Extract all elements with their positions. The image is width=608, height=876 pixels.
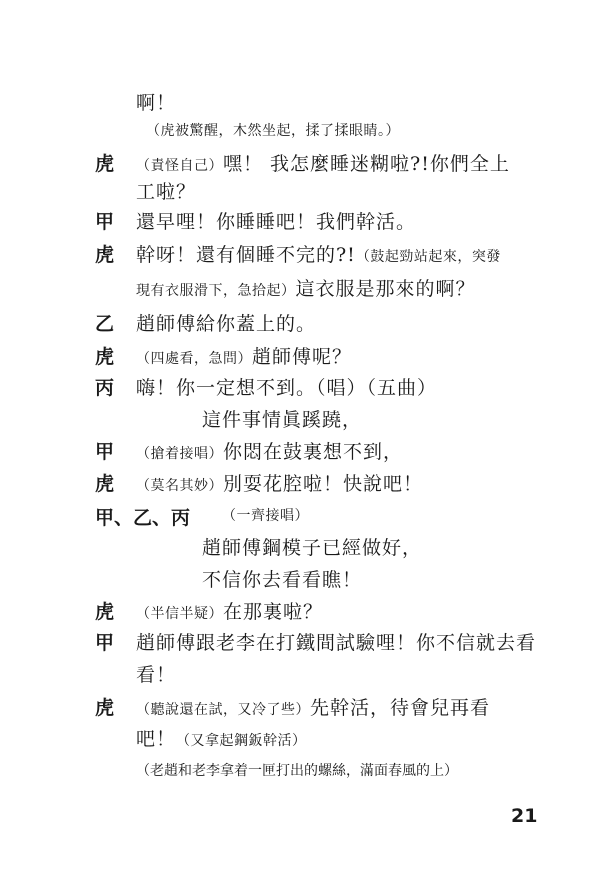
speaker-label: 虎 bbox=[95, 473, 115, 495]
speaker-label: 虎 bbox=[95, 601, 115, 623]
stage-direction: （又拿起鋼鈑幹活） bbox=[176, 733, 307, 749]
script-line bbox=[136, 628, 536, 655]
script-line bbox=[136, 240, 501, 267]
script-line bbox=[136, 309, 316, 336]
lyric-line bbox=[202, 533, 422, 560]
script-line bbox=[136, 660, 176, 687]
stage-direction: （虎被驚醒，木然坐起，揉了揉眼睛。） bbox=[146, 123, 400, 139]
speaker-label: 虎 bbox=[95, 153, 115, 175]
speaker-label: 甲 bbox=[95, 441, 115, 463]
lyric-text: 趙師傅鋼模子已經做好， bbox=[202, 537, 423, 559]
speaker-label: 虎 bbox=[95, 697, 115, 719]
dialogue-text: 別耍花腔啦！快說吧！ bbox=[223, 473, 424, 495]
script-line bbox=[136, 207, 416, 234]
lyric-line bbox=[202, 565, 362, 592]
stage-direction: 現有衣服滑下，急拾起） bbox=[136, 283, 296, 299]
dialogue-text: 幹呀！還有個睡不完的?! bbox=[136, 244, 356, 266]
script-line bbox=[136, 693, 490, 720]
speaker-label: 乙 bbox=[95, 313, 115, 335]
stage-direction: （老趙和老李拿着一匣打出的螺絲，滿面春風的上） bbox=[136, 763, 458, 779]
lyric-text: 不信你去看看瞧！ bbox=[202, 569, 363, 591]
speaker-label: 虎 bbox=[95, 346, 115, 368]
dialogue-text: 趙師傅呢？ bbox=[252, 346, 353, 368]
stage-direction: （四處看，急問） bbox=[136, 351, 252, 367]
speaker-label: 丙 bbox=[95, 377, 115, 399]
dialogue-text: 先幹活，待會兒再看 bbox=[310, 697, 491, 719]
dialogue-text: 這衣服是那來的啊？ bbox=[295, 278, 476, 300]
speaker-label: 甲、乙、丙 bbox=[95, 507, 191, 529]
stage-direction-line bbox=[146, 120, 400, 140]
script-line bbox=[136, 342, 352, 369]
stage-direction: （一齊接唱） bbox=[222, 508, 309, 524]
stage-direction: （鼓起勁站起來，突發 bbox=[355, 249, 501, 265]
script-line bbox=[136, 469, 423, 496]
stage-direction-line bbox=[136, 760, 458, 780]
dialogue-text: 啊！ bbox=[136, 92, 177, 114]
stage-direction: （聽說還在試，又冷了些） bbox=[136, 702, 310, 718]
lyric-text: 這件事情眞蹊蹺， bbox=[202, 409, 363, 431]
stage-direction-line bbox=[222, 505, 309, 525]
script-line bbox=[136, 373, 437, 400]
lyric-line bbox=[202, 405, 362, 432]
stage-direction: （半信半疑） bbox=[136, 606, 223, 622]
dialogue-text: 嘿！ 我怎麼睡迷糊啦?!你們全上 bbox=[223, 153, 510, 175]
page-number: 21 bbox=[511, 805, 538, 827]
dialogue-text: 趙師傅給你蓋上的。 bbox=[136, 313, 317, 335]
speaker-label: 甲 bbox=[95, 632, 115, 654]
script-line bbox=[136, 437, 403, 464]
stage-direction: （責怪自己） bbox=[136, 158, 223, 174]
dialogue-text: 在那裏啦？ bbox=[223, 601, 324, 623]
script-line bbox=[136, 724, 307, 751]
dialogue-text: 你悶在鼓裏想不到， bbox=[223, 441, 404, 463]
dialogue-text: 吧！ bbox=[136, 728, 177, 750]
speaker-label: 甲 bbox=[95, 211, 115, 233]
script-line bbox=[136, 274, 476, 301]
speaker-label: 虎 bbox=[95, 244, 115, 266]
script-line bbox=[136, 597, 323, 624]
stage-direction: （莫名其妙） bbox=[136, 478, 223, 494]
script-line bbox=[136, 88, 176, 115]
script-line bbox=[136, 149, 510, 176]
dialogue-text: 嗨！你一定想不到。（唱）（五曲） bbox=[136, 377, 438, 399]
script-line bbox=[136, 177, 196, 204]
dialogue-text: 工啦？ bbox=[136, 181, 197, 203]
stage-direction: （搶着接唱） bbox=[136, 446, 223, 462]
dialogue-text: 看！ bbox=[136, 664, 177, 686]
dialogue-text: 還早哩！你睡睡吧！我們幹活。 bbox=[136, 211, 417, 233]
dialogue-text: 趙師傅跟老李在打鐵間試驗哩！你不信就去看 bbox=[136, 632, 537, 654]
